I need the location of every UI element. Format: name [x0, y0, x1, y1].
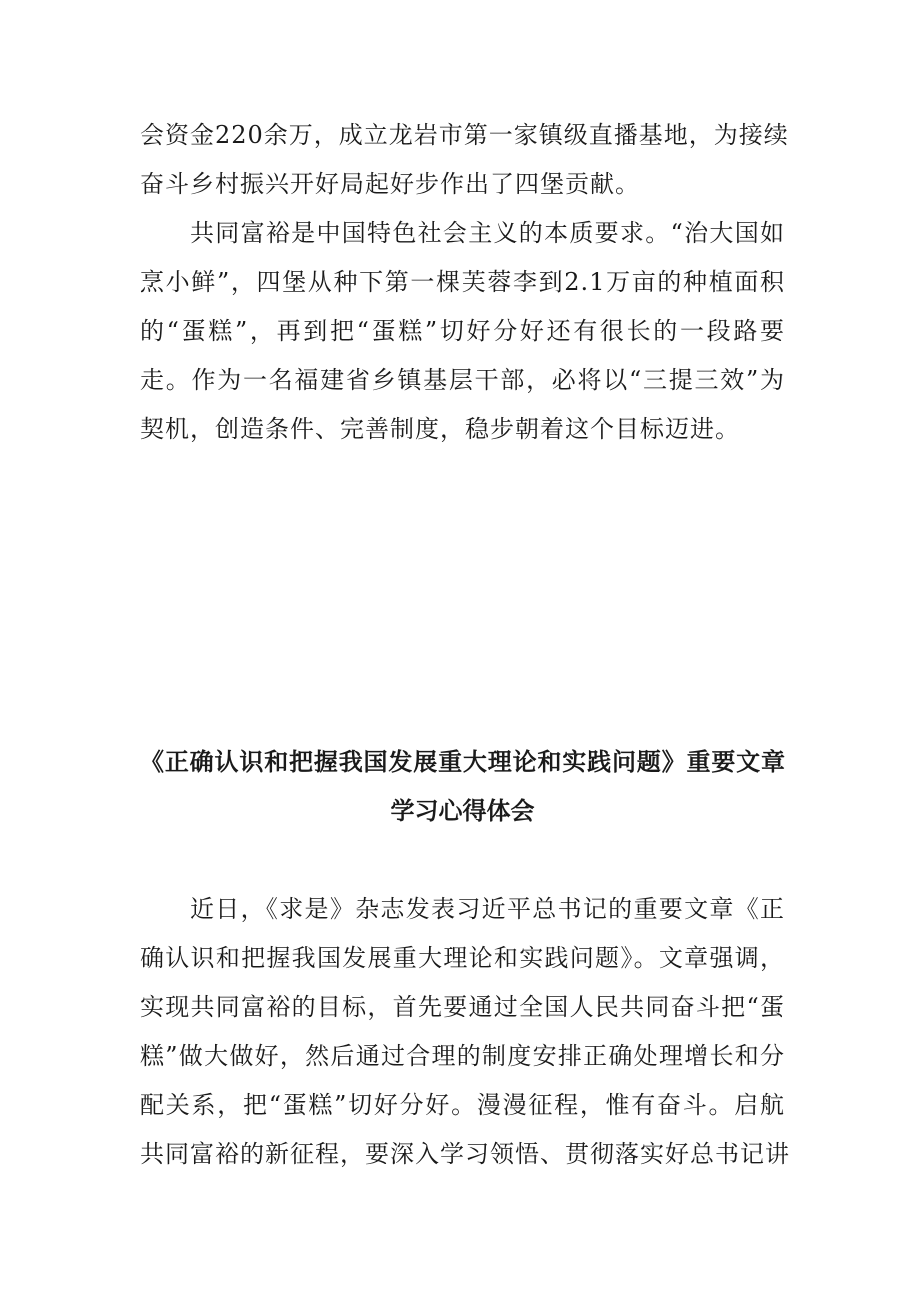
text-line: 的“蛋糕”，再到把“蛋糕”切好分好还有很长的一段路要: [140, 317, 785, 345]
title-line-1: 《正确认识和把握我国发展重大理论和实践问题》重要文章: [140, 748, 785, 776]
text-line: 会资金220余万，成立龙岩市第一家镇级直播基地，为接续: [140, 121, 789, 149]
text-line: 糕”做大做好，然后通过合理的制度安排正确处理增长和分: [140, 1042, 785, 1070]
text-line: 近日，《求是》杂志发表习近平总书记的重要文章《正: [190, 895, 785, 923]
text-line: 走。作为一名福建省乡镇基层干部，必将以“三提三效”为: [140, 366, 785, 394]
title-line-2: 学习心得体会: [390, 797, 535, 825]
text-line: 契机，创造条件、完善制度，稳步朝着这个目标迈进。: [140, 415, 740, 443]
text-line: 奋斗乡村振兴开好局起好步作出了四堡贡献。: [140, 170, 640, 198]
text-line: 共同富裕的新征程，要深入学习领悟、贯彻落实好总书记讲: [140, 1140, 790, 1168]
text-line: 共同富裕是中国特色社会主义的本质要求。“治大国如: [190, 219, 785, 247]
text-line: 确认识和把握我国发展重大理论和实践问题》。文章强调，: [140, 944, 785, 972]
text-line: 配关系，把“蛋糕”切好分好。漫漫征程，惟有奋斗。启航: [140, 1091, 785, 1119]
text-line: 实现共同富裕的目标，首先要通过全国人民共同奋斗把“蛋: [140, 993, 785, 1021]
text-line: 烹小鲜”，四堡从种下第一棵芙蓉李到2.1万亩的种植面积: [140, 268, 785, 296]
